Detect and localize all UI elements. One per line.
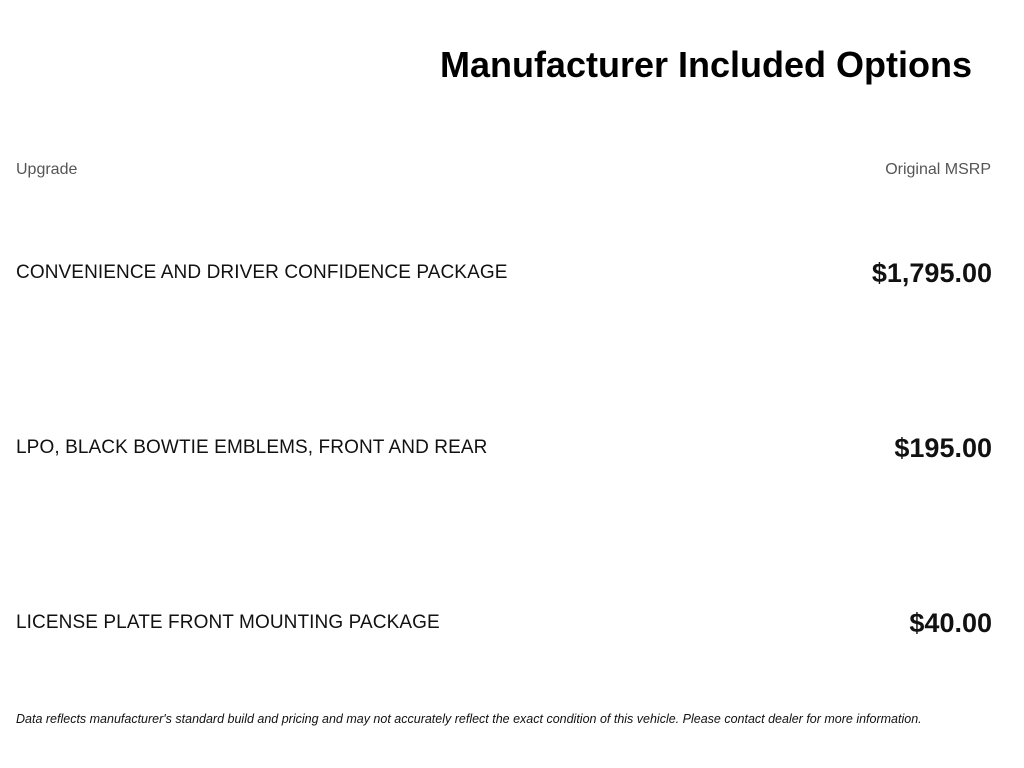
disclaimer-text: Data reflects manufacturer's standard build and pricing and may not accurately reflect the exact condition of this vehicle. Please contact dealer for more information. — [16, 712, 922, 726]
option-price: $195.00 — [894, 432, 992, 463]
option-price: $40.00 — [909, 607, 992, 638]
option-row — [16, 605, 992, 641]
column-header-row — [16, 161, 991, 179]
option-row — [16, 255, 992, 291]
msrp-column-header: Original MSRP — [885, 161, 991, 178]
option-name: LICENSE PLATE FRONT MOUNTING PACKAGE — [16, 612, 440, 633]
option-price: $1,795.00 — [871, 257, 992, 288]
option-name: LPO, BLACK BOWTIE EMBLEMS, FRONT AND REAR — [16, 437, 488, 458]
option-name: CONVENIENCE AND DRIVER CONFIDENCE PACKAGE — [16, 262, 508, 283]
option-row — [16, 430, 992, 466]
page-title: Manufacturer Included Options — [439, 44, 972, 85]
upgrade-column-header: Upgrade — [16, 161, 78, 178]
